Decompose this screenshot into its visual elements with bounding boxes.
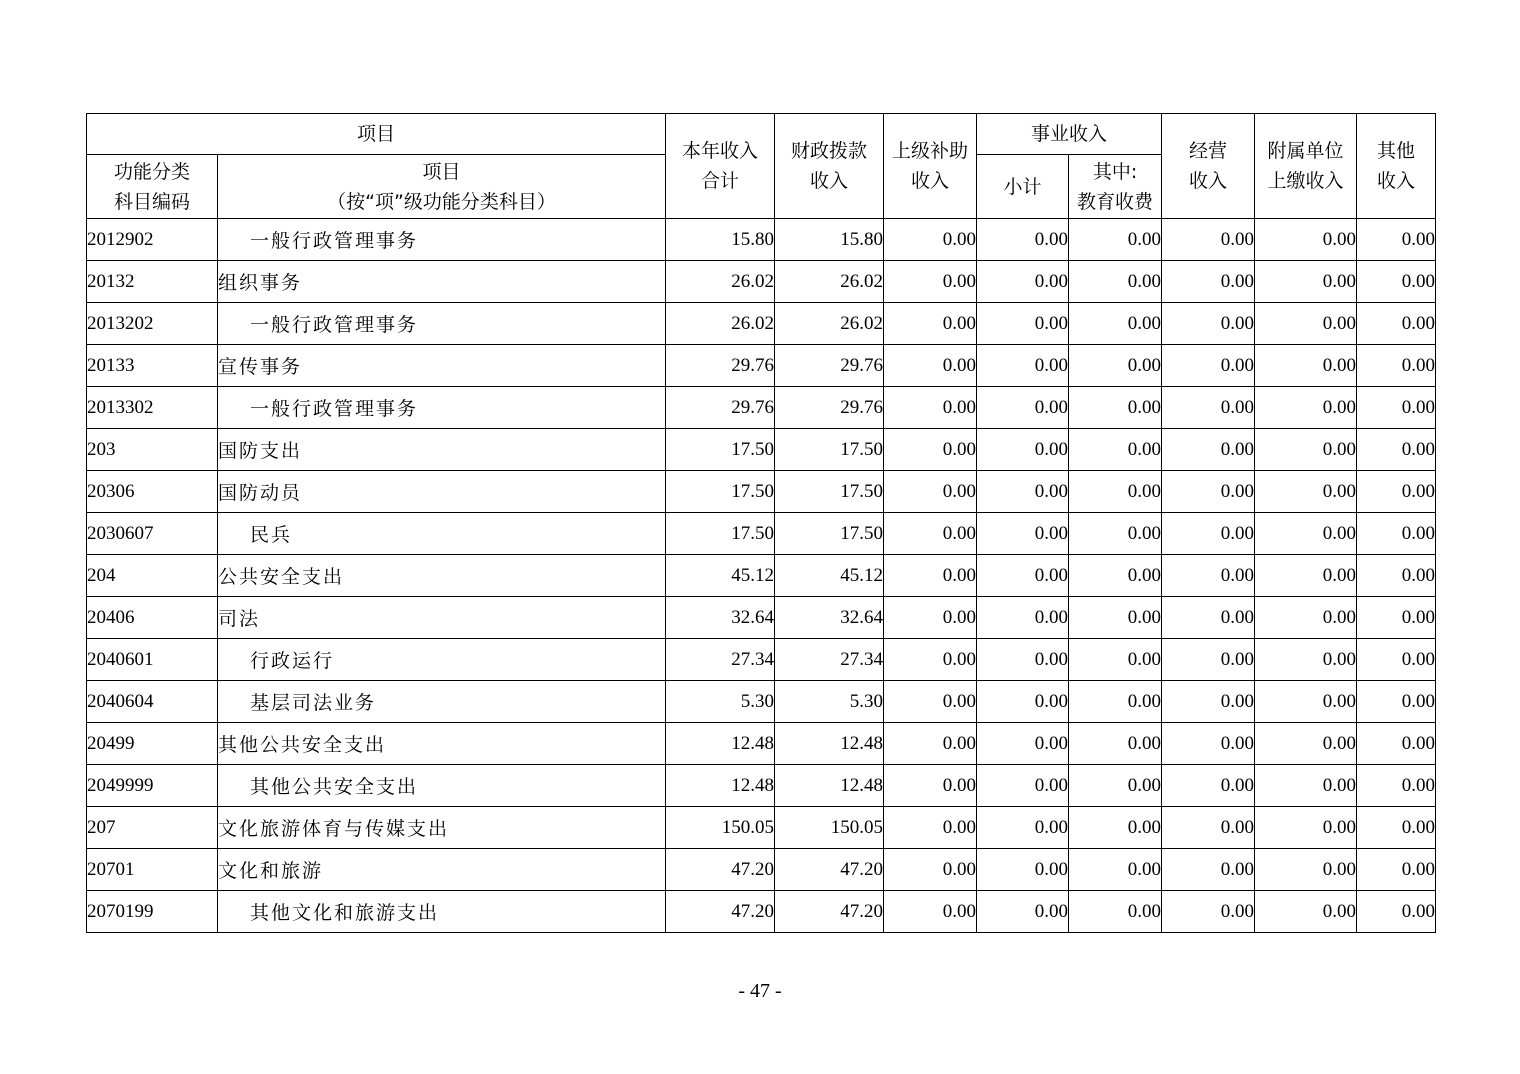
education-fee-cell: 0.00 <box>1069 555 1162 597</box>
category-name-cell: 宣传事务 <box>218 345 666 387</box>
table-row <box>87 387 1436 429</box>
business-subtotal-cell: 0.00 <box>977 681 1069 723</box>
fiscal-appropriation-cell: 26.02 <box>775 261 884 303</box>
affiliated-unit-income-cell: 0.00 <box>1255 345 1357 387</box>
education-fee-cell: 0.00 <box>1069 303 1162 345</box>
other-income-header: 其他 收入 <box>1357 114 1436 219</box>
fiscal-appropriation-cell: 29.76 <box>775 387 884 429</box>
education-fee-cell: 0.00 <box>1069 261 1162 303</box>
operating-income-cell: 0.00 <box>1162 891 1255 933</box>
category-code-cell: 2040601 <box>87 639 218 681</box>
superior-subsidy-cell: 0.00 <box>884 219 977 261</box>
operating-income-cell: 0.00 <box>1162 681 1255 723</box>
operating-income-cell: 0.00 <box>1162 219 1255 261</box>
budget-income-table <box>86 113 1436 933</box>
table-row <box>87 303 1436 345</box>
total-income-cell: 45.12 <box>666 555 775 597</box>
fiscal-appropriation-cell: 26.02 <box>775 303 884 345</box>
category-code-cell: 20499 <box>87 723 218 765</box>
superior-subsidy-cell: 0.00 <box>884 345 977 387</box>
affiliated-unit-income-cell: 0.00 <box>1255 639 1357 681</box>
operating-income-cell: 0.00 <box>1162 303 1255 345</box>
item-group-header: 项目 <box>87 114 666 155</box>
education-fee-cell: 0.00 <box>1069 765 1162 807</box>
other-income-cell: 0.00 <box>1357 471 1436 513</box>
category-code-cell: 2013202 <box>87 303 218 345</box>
business-subtotal-cell: 0.00 <box>977 807 1069 849</box>
total-income-cell: 150.05 <box>666 807 775 849</box>
fiscal-appropriation-cell: 5.30 <box>775 681 884 723</box>
business-subtotal-cell: 0.00 <box>977 639 1069 681</box>
fiscal-appropriation-cell: 12.48 <box>775 723 884 765</box>
table-row <box>87 723 1436 765</box>
table-row <box>87 681 1436 723</box>
category-code-cell: 203 <box>87 429 218 471</box>
total-income-cell: 17.50 <box>666 513 775 555</box>
table-row <box>87 471 1436 513</box>
total-income-cell: 5.30 <box>666 681 775 723</box>
business-subtotal-cell: 0.00 <box>977 849 1069 891</box>
operating-income-cell: 0.00 <box>1162 471 1255 513</box>
fiscal-appropriation-cell: 17.50 <box>775 429 884 471</box>
fiscal-appropriation-cell: 47.20 <box>775 849 884 891</box>
education-fee-cell: 0.00 <box>1069 345 1162 387</box>
other-income-cell: 0.00 <box>1357 891 1436 933</box>
total-income-header: 本年收入 合计 <box>666 114 775 219</box>
total-income-cell: 17.50 <box>666 429 775 471</box>
function-code-header: 功能分类 科目编码 <box>87 155 218 219</box>
operating-income-cell: 0.00 <box>1162 555 1255 597</box>
table-body <box>87 219 1436 933</box>
category-name-cell: 文化和旅游 <box>218 849 666 891</box>
total-income-cell: 15.80 <box>666 219 775 261</box>
business-subtotal-cell: 0.00 <box>977 513 1069 555</box>
business-subtotal-cell: 0.00 <box>977 597 1069 639</box>
education-fee-cell: 0.00 <box>1069 723 1162 765</box>
operating-income-header: 经营 收入 <box>1162 114 1255 219</box>
superior-subsidy-cell: 0.00 <box>884 849 977 891</box>
table-row <box>87 891 1436 933</box>
total-income-cell: 32.64 <box>666 597 775 639</box>
category-name-cell: 一般行政管理事务 <box>218 387 666 429</box>
category-name-cell: 文化旅游体育与传媒支出 <box>218 807 666 849</box>
education-fee-header: 其中: 教育收费 <box>1069 155 1162 219</box>
category-code-cell: 207 <box>87 807 218 849</box>
affiliated-unit-income-cell: 0.00 <box>1255 261 1357 303</box>
category-name-cell: 组织事务 <box>218 261 666 303</box>
total-income-cell: 29.76 <box>666 345 775 387</box>
education-fee-cell: 0.00 <box>1069 219 1162 261</box>
business-subtotal-cell: 0.00 <box>977 303 1069 345</box>
operating-income-cell: 0.00 <box>1162 597 1255 639</box>
category-code-cell: 20306 <box>87 471 218 513</box>
education-fee-cell: 0.00 <box>1069 639 1162 681</box>
education-fee-cell: 0.00 <box>1069 849 1162 891</box>
table-row <box>87 555 1436 597</box>
affiliated-unit-income-cell: 0.00 <box>1255 387 1357 429</box>
superior-subsidy-cell: 0.00 <box>884 555 977 597</box>
category-name-cell: 行政运行 <box>218 639 666 681</box>
superior-subsidy-cell: 0.00 <box>884 807 977 849</box>
category-name-cell: 其他公共安全支出 <box>218 723 666 765</box>
affiliated-unit-income-cell: 0.00 <box>1255 555 1357 597</box>
superior-subsidy-cell: 0.00 <box>884 891 977 933</box>
category-code-cell: 2013302 <box>87 387 218 429</box>
total-income-cell: 47.20 <box>666 891 775 933</box>
other-income-cell: 0.00 <box>1357 849 1436 891</box>
education-fee-cell: 0.00 <box>1069 471 1162 513</box>
business-subtotal-cell: 0.00 <box>977 723 1069 765</box>
superior-subsidy-cell: 0.00 <box>884 387 977 429</box>
category-code-cell: 2070199 <box>87 891 218 933</box>
affiliated-unit-income-cell: 0.00 <box>1255 807 1357 849</box>
education-fee-cell: 0.00 <box>1069 429 1162 471</box>
category-name-cell: 其他文化和旅游支出 <box>218 891 666 933</box>
other-income-cell: 0.00 <box>1357 219 1436 261</box>
category-name-cell: 一般行政管理事务 <box>218 219 666 261</box>
table-row <box>87 219 1436 261</box>
operating-income-cell: 0.00 <box>1162 849 1255 891</box>
category-code-cell: 20701 <box>87 849 218 891</box>
education-fee-cell: 0.00 <box>1069 387 1162 429</box>
category-code-cell: 20133 <box>87 345 218 387</box>
category-code-cell: 2040604 <box>87 681 218 723</box>
affiliated-unit-income-cell: 0.00 <box>1255 849 1357 891</box>
table-row <box>87 639 1436 681</box>
business-subtotal-cell: 0.00 <box>977 261 1069 303</box>
category-name-cell: 其他公共安全支出 <box>218 765 666 807</box>
affiliated-unit-income-cell: 0.00 <box>1255 303 1357 345</box>
total-income-cell: 12.48 <box>666 765 775 807</box>
fiscal-appropriation-cell: 29.76 <box>775 345 884 387</box>
affiliated-unit-income-cell: 0.00 <box>1255 513 1357 555</box>
fiscal-appropriation-cell: 12.48 <box>775 765 884 807</box>
affiliated-unit-income-cell: 0.00 <box>1255 723 1357 765</box>
education-fee-cell: 0.00 <box>1069 807 1162 849</box>
business-subtotal-cell: 0.00 <box>977 429 1069 471</box>
education-fee-cell: 0.00 <box>1069 513 1162 555</box>
table-row <box>87 513 1436 555</box>
fiscal-appropriation-cell: 17.50 <box>775 471 884 513</box>
item-name-header: 项目 （按“项”级功能分类科目） <box>218 155 666 219</box>
affiliated-unit-income-cell: 0.00 <box>1255 597 1357 639</box>
affiliated-unit-income-cell: 0.00 <box>1255 471 1357 513</box>
superior-subsidy-cell: 0.00 <box>884 429 977 471</box>
business-subtotal-cell: 0.00 <box>977 345 1069 387</box>
operating-income-cell: 0.00 <box>1162 429 1255 471</box>
category-code-cell: 2049999 <box>87 765 218 807</box>
other-income-cell: 0.00 <box>1357 639 1436 681</box>
total-income-cell: 27.34 <box>666 639 775 681</box>
business-subtotal-cell: 0.00 <box>977 765 1069 807</box>
other-income-cell: 0.00 <box>1357 723 1436 765</box>
page-number: - 47 - <box>738 980 782 1002</box>
category-name-cell: 一般行政管理事务 <box>218 303 666 345</box>
other-income-cell: 0.00 <box>1357 261 1436 303</box>
business-income-header: 事业收入 <box>977 114 1162 155</box>
other-income-cell: 0.00 <box>1357 345 1436 387</box>
fiscal-appropriation-cell: 15.80 <box>775 219 884 261</box>
fiscal-appropriation-header: 财政拨款 收入 <box>775 114 884 219</box>
total-income-cell: 12.48 <box>666 723 775 765</box>
affiliated-unit-income-cell: 0.00 <box>1255 681 1357 723</box>
category-code-cell: 2012902 <box>87 219 218 261</box>
fiscal-appropriation-cell: 27.34 <box>775 639 884 681</box>
category-name-cell: 国防动员 <box>218 471 666 513</box>
education-fee-cell: 0.00 <box>1069 597 1162 639</box>
business-subtotal-cell: 0.00 <box>977 555 1069 597</box>
other-income-cell: 0.00 <box>1357 765 1436 807</box>
category-code-cell: 204 <box>87 555 218 597</box>
operating-income-cell: 0.00 <box>1162 387 1255 429</box>
operating-income-cell: 0.00 <box>1162 261 1255 303</box>
total-income-cell: 47.20 <box>666 849 775 891</box>
category-code-cell: 20132 <box>87 261 218 303</box>
category-code-cell: 20406 <box>87 597 218 639</box>
superior-subsidy-cell: 0.00 <box>884 471 977 513</box>
operating-income-cell: 0.00 <box>1162 345 1255 387</box>
superior-subsidy-cell: 0.00 <box>884 261 977 303</box>
operating-income-cell: 0.00 <box>1162 513 1255 555</box>
other-income-cell: 0.00 <box>1357 513 1436 555</box>
business-subtotal-cell: 0.00 <box>977 471 1069 513</box>
category-name-cell: 基层司法业务 <box>218 681 666 723</box>
fiscal-appropriation-cell: 47.20 <box>775 891 884 933</box>
other-income-cell: 0.00 <box>1357 387 1436 429</box>
affiliated-unit-income-cell: 0.00 <box>1255 891 1357 933</box>
other-income-cell: 0.00 <box>1357 597 1436 639</box>
operating-income-cell: 0.00 <box>1162 765 1255 807</box>
other-income-cell: 0.00 <box>1357 555 1436 597</box>
total-income-cell: 29.76 <box>666 387 775 429</box>
superior-subsidy-cell: 0.00 <box>884 597 977 639</box>
superior-subsidy-cell: 0.00 <box>884 723 977 765</box>
other-income-cell: 0.00 <box>1357 681 1436 723</box>
table-row <box>87 849 1436 891</box>
table-row <box>87 807 1436 849</box>
affiliated-unit-income-cell: 0.00 <box>1255 765 1357 807</box>
superior-subsidy-header: 上级补助 收入 <box>884 114 977 219</box>
table-row <box>87 597 1436 639</box>
business-subtotal-cell: 0.00 <box>977 891 1069 933</box>
superior-subsidy-cell: 0.00 <box>884 513 977 555</box>
affiliated-unit-header: 附属单位 上缴收入 <box>1255 114 1357 219</box>
other-income-cell: 0.00 <box>1357 429 1436 471</box>
superior-subsidy-cell: 0.00 <box>884 681 977 723</box>
operating-income-cell: 0.00 <box>1162 807 1255 849</box>
table-row <box>87 345 1436 387</box>
superior-subsidy-cell: 0.00 <box>884 639 977 681</box>
education-fee-cell: 0.00 <box>1069 681 1162 723</box>
affiliated-unit-income-cell: 0.00 <box>1255 219 1357 261</box>
education-fee-cell: 0.00 <box>1069 891 1162 933</box>
total-income-cell: 26.02 <box>666 261 775 303</box>
category-code-cell: 2030607 <box>87 513 218 555</box>
business-subtotal-cell: 0.00 <box>977 387 1069 429</box>
business-subtotal-header: 小计 <box>977 155 1069 219</box>
category-name-cell: 国防支出 <box>218 429 666 471</box>
fiscal-appropriation-cell: 32.64 <box>775 597 884 639</box>
category-name-cell: 公共安全支出 <box>218 555 666 597</box>
category-name-cell: 司法 <box>218 597 666 639</box>
superior-subsidy-cell: 0.00 <box>884 303 977 345</box>
total-income-cell: 17.50 <box>666 471 775 513</box>
other-income-cell: 0.00 <box>1357 807 1436 849</box>
operating-income-cell: 0.00 <box>1162 723 1255 765</box>
table-row <box>87 429 1436 471</box>
total-income-cell: 26.02 <box>666 303 775 345</box>
superior-subsidy-cell: 0.00 <box>884 765 977 807</box>
fiscal-appropriation-cell: 45.12 <box>775 555 884 597</box>
affiliated-unit-income-cell: 0.00 <box>1255 429 1357 471</box>
business-subtotal-cell: 0.00 <box>977 219 1069 261</box>
fiscal-appropriation-cell: 17.50 <box>775 513 884 555</box>
category-name-cell: 民兵 <box>218 513 666 555</box>
table-row <box>87 261 1436 303</box>
table-row <box>87 765 1436 807</box>
operating-income-cell: 0.00 <box>1162 639 1255 681</box>
fiscal-appropriation-cell: 150.05 <box>775 807 884 849</box>
other-income-cell: 0.00 <box>1357 303 1436 345</box>
